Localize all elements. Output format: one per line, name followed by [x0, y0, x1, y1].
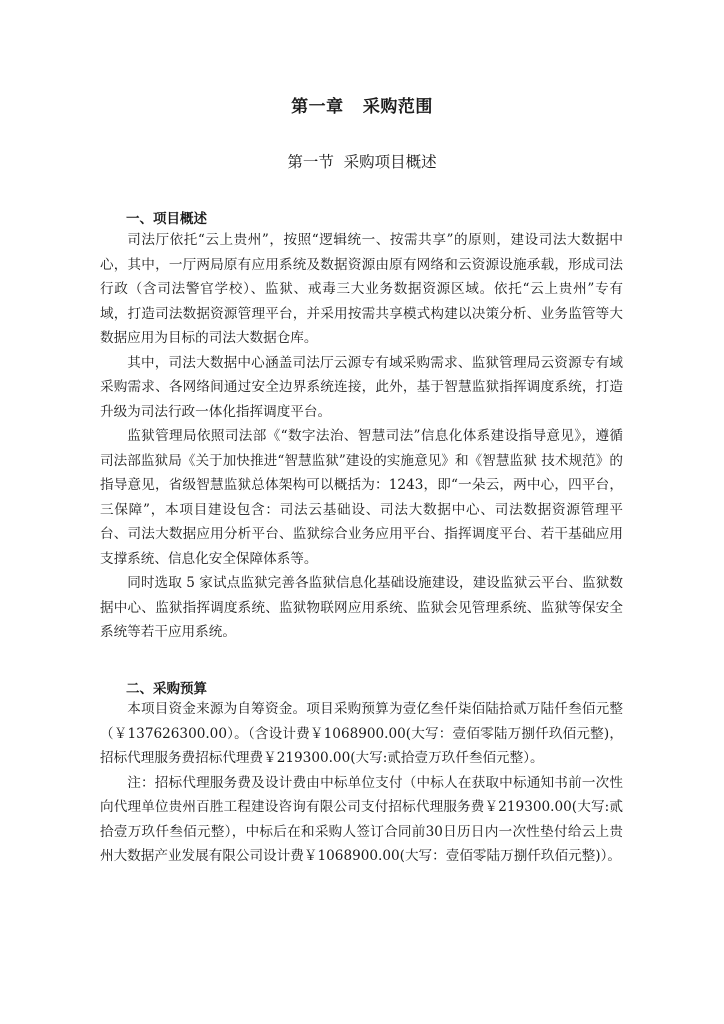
heading-procurement-budget: 二、采购预算: [126, 681, 207, 697]
chapter-title: 第一章 采购范围: [291, 97, 433, 117]
paragraph: 其中，司法大数据中心涵盖司法厅云源专有域采购需求、监狱管理局云资源专有域采购需求、各网络间通过安全边界系统连接，此外，基于智慧监狱指挥调度系统，打造升级为司法行政一体化指挥调度平台。: [100, 354, 623, 420]
paragraph: 司法厅依托“云上贵州”，按照“逻辑统一、按需共享”的原则，建设司法大数据中心，其中，一厅两局原有应用系统及数据资源由原有网络和云资源设施承载，形成司法行政（含司法警官学校）、监狱、戒毒三大业务数据资源区域。依托“云上贵州”专有域，打造司法数据资源管理平台，并采用按需共享模式构建以决策分析、业务监管等大数据应用为目标的司法大数据仓库。: [100, 232, 623, 346]
paragraph: 本项目资金来源为自筹资金。项目采购预算为壹亿叁仟柒佰陆拾贰万陆仟叁佰元整（￥137626300.00）。（含设计费￥1068900.00(大写：壹佰零陆万捌仟玖佰元整)，招标代理服务费招标代理费￥219300.00(大写:贰拾壹万玖仟叁佰元整）。: [100, 701, 623, 766]
project-overview-body: [100, 228, 623, 645]
section-title: 第一节 采购项目概述: [287, 153, 437, 171]
paragraph: 注：招标代理服务费及设计费由中标单位支付（中标人在获取中标通知书前一次性向代理单位贵州百胜工程建设咨询有限公司支付招标代理服务费￥219300.00(大写:贰拾壹万玖仟叁佰元整），中标后在和采购人签订合同前30日历日内一次性垫付给云上贵州大数据产业发展有限公司设计费￥1068900.00(大写：壹佰零陆万捌仟玖佰元整)）。: [100, 774, 623, 864]
heading-project-overview: 一、项目概述: [126, 211, 207, 227]
paragraph: 监狱管理局依照司法部《“数字法治、智慧司法”信息化体系建设指导意见》，遵循司法部监狱局《关于加快推进“智慧监狱”建设的实施意见》和《智慧监狱 技术规范》的指导意见，省级智慧监狱总体架构可以概括为：1243，即“一朵云，两中心，四平台，三保障”，本项目建设包含：司法云基础设、司法大数据中心、司法数据资源管理平台、司法大数据应用分析平台、监狱综合业务应用平台、指挥调度平台、若干基础应用支撑系统、信息化安全保障体系等。: [100, 428, 623, 567]
procurement-budget-body: [100, 697, 623, 869]
paragraph: 同时选取 5 家试点监狱完善各监狱信息化基础设施建设，建设监狱云平台、监狱数据中心、监狱指挥调度系统、监狱物联网应用系统、监狱会见管理系统、监狱等保安全系统等若干应用系统。: [100, 575, 623, 640]
